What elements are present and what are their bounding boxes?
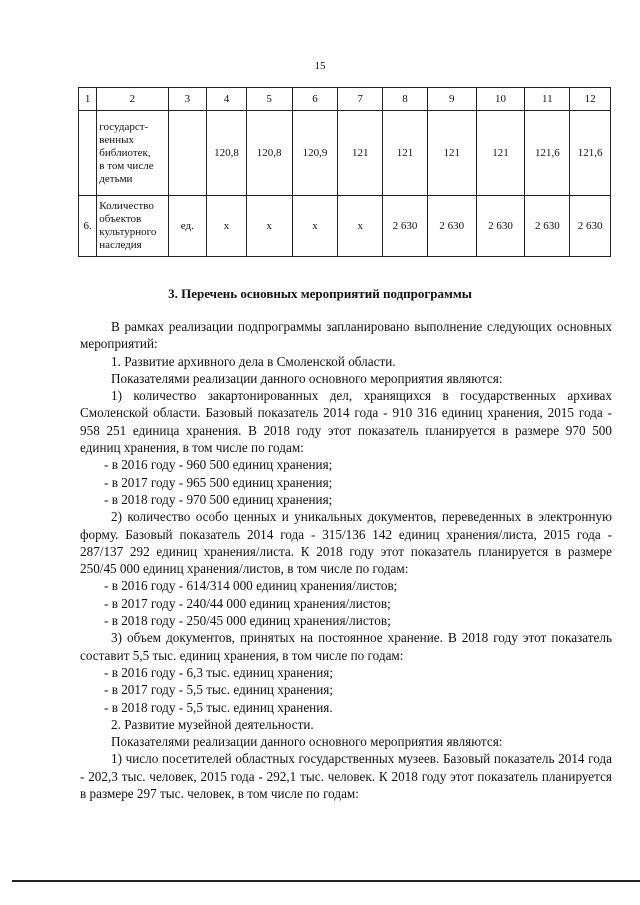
value-cell: х (338, 196, 383, 257)
value-cell: 121 (476, 111, 525, 196)
column-number-header: 12 (570, 88, 611, 111)
indicator-table (78, 87, 611, 257)
unit-cell (168, 111, 207, 196)
indicator-name-line: культурного (99, 226, 157, 238)
row-number-cell: 6. (79, 196, 97, 257)
column-number-header: 2 (97, 88, 168, 111)
list-item: - в 2017 году - 5,5 тыс. единиц хранения; (104, 682, 334, 698)
list-item: - в 2017 году - 965 500 единиц хранения; (104, 474, 333, 490)
column-number-header: 6 (292, 88, 338, 111)
indicator-name-line: библиотек, (99, 146, 151, 159)
table-header-row (79, 88, 611, 111)
column-number-header: 4 (207, 88, 247, 111)
value-cell: 2 630 (525, 196, 570, 257)
value-cell: х (207, 196, 247, 257)
list-item: - в 2018 году - 5,5 тыс. единиц хранения. (104, 699, 333, 715)
column-number-header: 1 (79, 88, 97, 111)
table-row (79, 111, 611, 196)
paragraph: 2. Развитие музейной деятельности. (111, 716, 314, 732)
indicator-name-cell (97, 196, 168, 257)
list-item: - в 2016 году - 614/314 000 единиц хранения/листов; (104, 578, 398, 594)
column-number-header: 9 (427, 88, 476, 111)
value-cell: 2 630 (383, 196, 428, 257)
list-item: - в 2018 году - 970 500 единиц хранения; (104, 491, 333, 507)
paragraph: Показателями реализации данного основного мероприятия являются: (111, 370, 503, 386)
value-cell: 120,9 (292, 111, 338, 196)
indicator-name-line: детьми (99, 172, 133, 185)
paragraph: 3) объем документов, принятых на постоянное хранение. В 2018 году этот показатель составит 5,5 тыс. единиц хранения, в том числе по годам: (80, 630, 612, 663)
value-cell: 120,8 (246, 111, 292, 196)
column-number-header: 5 (246, 88, 292, 111)
list-item: - в 2016 году - 6,3 тыс. единиц хранения; (104, 664, 334, 680)
section-title: 3. Перечень основных мероприятий подпрограммы (168, 286, 472, 301)
indicator-name-line: Количество (99, 200, 154, 212)
value-cell: 121 (338, 111, 383, 196)
value-cell: 121,6 (570, 111, 611, 196)
value-cell: 121 (427, 111, 476, 196)
paragraph: 1. Развитие архивного дела в Смоленской области. (111, 353, 396, 369)
indicator-name-line: наследия (99, 239, 142, 251)
paragraph: В рамках реализации подпрограммы запланировано выполнение следующих основных мероприятий: (80, 319, 612, 352)
list-item: - в 2018 году - 250/45 000 единиц хранения/листов; (104, 613, 391, 629)
indicator-name-line: в том числе (99, 159, 154, 172)
paragraph: 1) количество закартонированных дел, хранящихся в государственных архивах Смоленской области. Базовый показатель 2014 года - 910 316 единиц хранения, 2015 года - 958 251 единица хранения. В 2018 году этот показатель планируется в размере 970 500 единиц хранения, в том числе по годам: (80, 388, 612, 456)
value-cell: х (246, 196, 292, 257)
value-cell: 121,6 (525, 111, 570, 196)
value-cell: 2 630 (476, 196, 525, 257)
value-cell: х (292, 196, 338, 257)
indicator-name-line: венных (99, 133, 134, 146)
value-cell: 2 630 (570, 196, 611, 257)
page-number: 15 (314, 60, 326, 72)
column-number-header: 3 (168, 88, 207, 111)
indicator-name-line: государст- (99, 120, 149, 133)
value-cell: 2 630 (427, 196, 476, 257)
list-item: - в 2017 году - 240/44 000 единиц хранения/листов; (104, 595, 391, 611)
indicator-name-line: объектов (99, 213, 142, 225)
unit-cell: ед. (168, 196, 207, 257)
column-number-header: 11 (525, 88, 570, 111)
row-number-cell (79, 111, 97, 196)
footer-rule (12, 880, 640, 882)
value-cell: 121 (383, 111, 428, 196)
list-item: - в 2016 году - 960 500 единиц хранения; (104, 457, 333, 473)
indicator-name-cell (97, 111, 168, 196)
table-row (79, 196, 611, 257)
column-number-header: 10 (476, 88, 525, 111)
body-text (80, 318, 612, 802)
paragraph: 2) количество особо ценных и уникальных документов, переведенных в электронную форму. Базовый показатель 2014 года - 315/136 142 единиц хранения/листа, 2015 года - 287/137 292 единиц хранения/листа. К 2018 году этот показатель планируется в размере 250/45 000 единиц хранения/листов, в том числе по годам: (80, 509, 612, 577)
column-number-header: 8 (383, 88, 428, 111)
value-cell: 120,8 (207, 111, 247, 196)
column-number-header: 7 (338, 88, 383, 111)
paragraph: Показателями реализации данного основного мероприятия являются: (111, 734, 503, 750)
paragraph: 1) число посетителей областных государственных музеев. Базовый показатель 2014 года - 202,3 тыс. человек, 2015 года - 292,1 тыс. человек. К 2018 году этот показатель планируется в размере 297 тыс. человек, в том числе по годам: (80, 751, 612, 802)
